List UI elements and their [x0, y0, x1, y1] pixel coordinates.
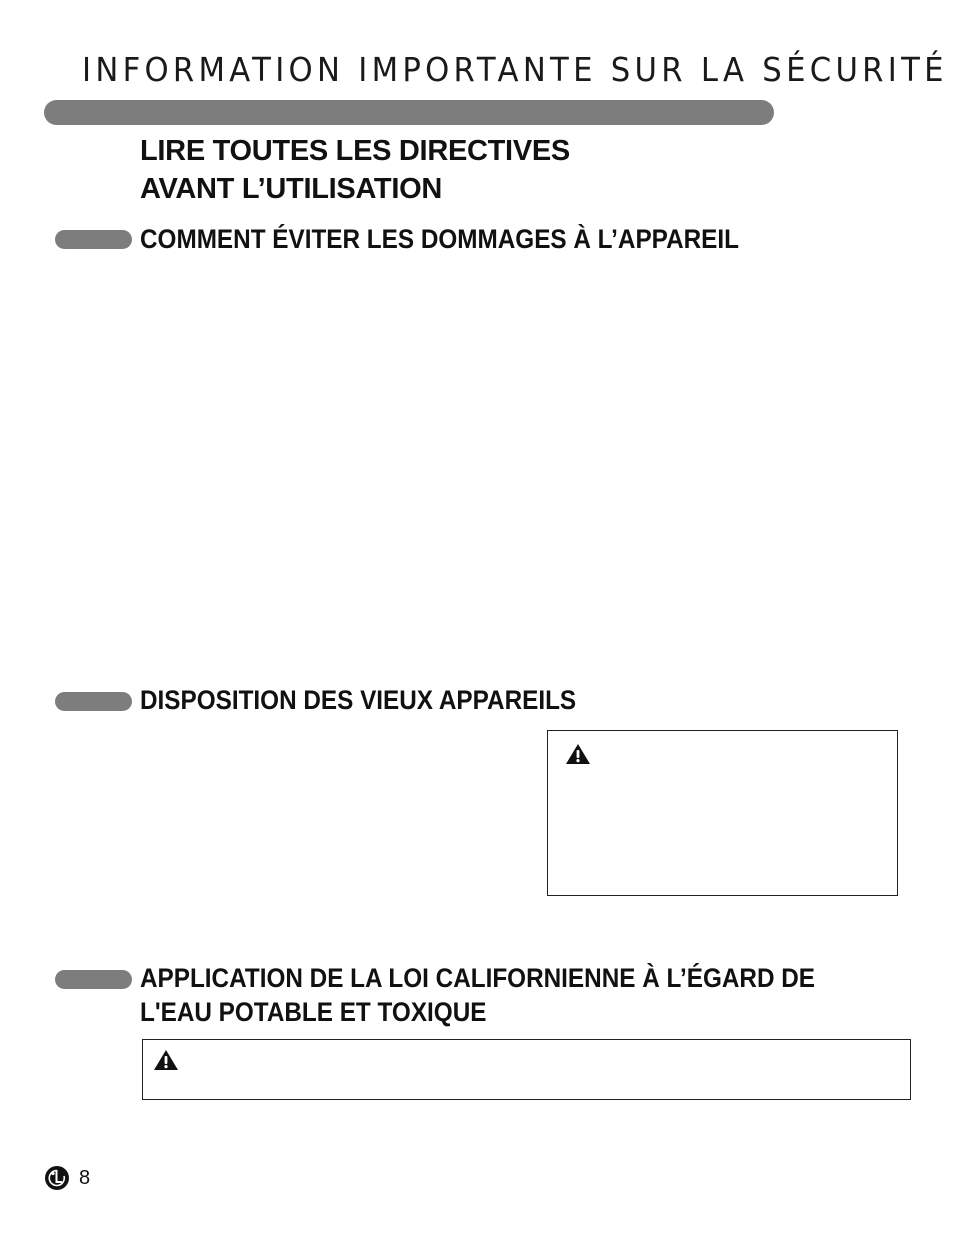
warning-triangle-icon	[153, 1049, 179, 1071]
section-heading-disposal: DISPOSITION DES VIEUX APPAREILS	[140, 685, 577, 715]
disposal-warning-box	[547, 730, 898, 896]
lg-logo-icon	[44, 1165, 70, 1191]
california-warning-box	[142, 1039, 911, 1100]
section-marker-damage	[55, 230, 132, 249]
section-heading-california-line1: APPLICATION DE LA LOI CALIFORNIENNE À L’ÉGARD DE	[140, 963, 816, 993]
section-marker-disposal	[55, 692, 132, 711]
main-heading-line1: LIRE TOUTES LES DIRECTIVES	[140, 135, 570, 167]
section-heading-damage: COMMENT ÉVITER LES DOMMAGES À L’APPAREIL	[140, 224, 739, 254]
main-heading-line2: AVANT L’UTILISATION	[140, 173, 443, 205]
page-number: 8	[79, 1167, 91, 1189]
section-marker-california	[55, 970, 132, 989]
page-title: INFORMATION IMPORTANTE SUR LA SÉCURITÉ	[82, 50, 948, 89]
warning-triangle-icon	[565, 743, 591, 765]
section-heading-california-line2: L'EAU POTABLE ET TOXIQUE	[140, 997, 487, 1027]
title-divider-bar	[44, 100, 774, 125]
